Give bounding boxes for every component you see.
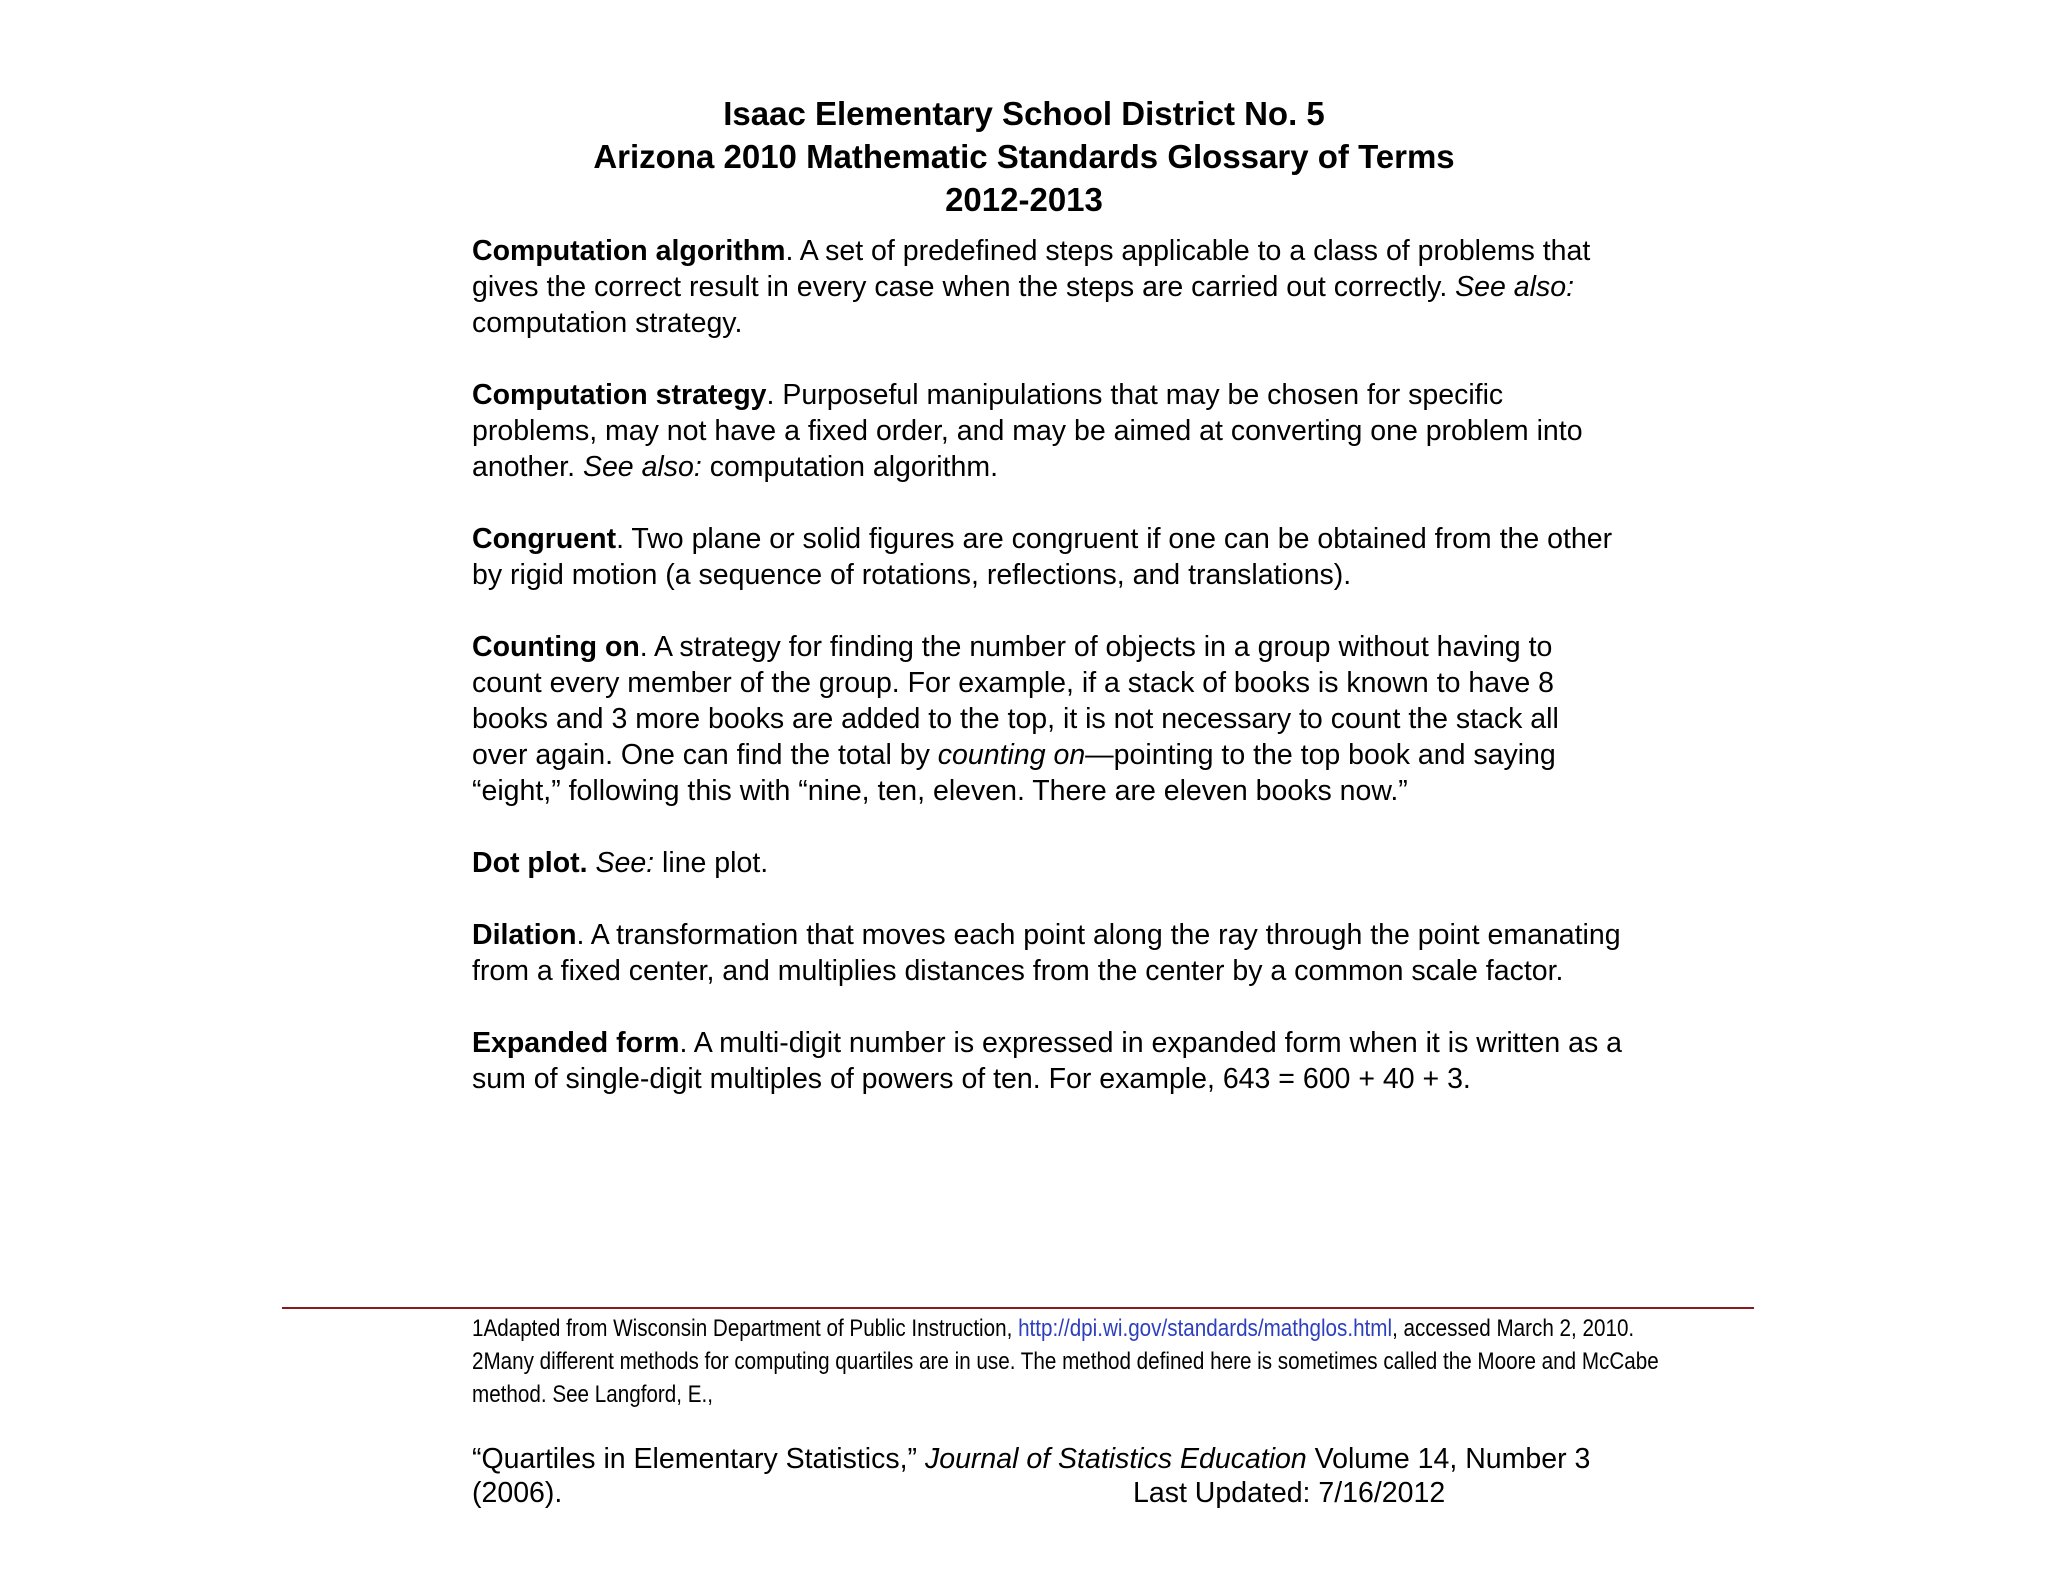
see-also-label: See also: <box>582 451 702 483</box>
glossary-term: Congruent <box>472 523 617 555</box>
citation-volume: Volume 14, Number 3 <box>1306 1443 1591 1475</box>
cross-reference: line plot. <box>654 847 769 879</box>
glossary-list <box>472 233 1622 1133</box>
glossary-definition: . A strategy for finding the number of objects in a group without having to count every member of the group. For example, if a stack of books is known to have 8 books and 3 more books are added to the top, it is not necessary to count the stack all over again. One can find the total by <box>472 631 1559 771</box>
glossary-definition: . A transformation that moves each point along the ray through the point emanating from a fixed center, and multiplies distances from the center by a common scale factor. <box>472 919 1621 987</box>
glossary-entry-dilation <box>472 917 1622 989</box>
glossary-definition-continued: —pointing to the top book and saying “eight,” following this with “nine, ten, eleven. There are eleven books now.” <box>472 739 1556 807</box>
footnote-1-text: 1Adapted from Wisconsin Department of Public Instruction, <box>472 1315 1019 1342</box>
citation-line <box>472 1442 1672 1476</box>
emphasized-term: counting on <box>937 739 1086 771</box>
last-updated: Last Updated: 7/16/2012 <box>1133 1477 1446 1509</box>
see-label: See: <box>595 847 655 879</box>
glossary-term: Dot plot. <box>472 847 588 879</box>
school-year: 2012-2013 <box>945 181 1103 218</box>
footnote-1-suffix: , accessed March 2, 2010. <box>1392 1315 1635 1342</box>
footnote-divider <box>282 1307 1754 1309</box>
footnote-1-link[interactable]: http://dpi.wi.gov/standards/mathglos.html <box>1018 1315 1393 1342</box>
cross-reference: computation algorithm. <box>701 451 999 483</box>
glossary-entry-computation-strategy <box>472 377 1622 485</box>
document-title: Arizona 2010 Mathematic Standards Glossary of Terms <box>593 138 1455 175</box>
glossary-term: Counting on <box>472 631 640 663</box>
glossary-definition: . A set of predefined steps applicable to a class of problems that gives the correct result in every case when the steps are carried out correctly. <box>472 235 1591 303</box>
citation-title: “Quartiles in Elementary Statistics,” <box>472 1443 925 1475</box>
glossary-entry-computation-algorithm <box>472 233 1622 341</box>
glossary-term: Expanded form <box>472 1027 680 1059</box>
glossary-definition: . Two plane or solid figures are congruent if one can be obtained from the other by rigid motion (a sequence of rotations, reflections, and translations). <box>472 523 1613 591</box>
glossary-entry-congruent <box>472 521 1622 593</box>
citation <box>472 1442 1672 1510</box>
glossary-entry-counting-on <box>472 629 1622 809</box>
see-also-label: See also: <box>1455 271 1574 303</box>
glossary-term: Computation strategy <box>472 379 767 411</box>
glossary-definition: . Purposeful manipulations that may be chosen for specific problems, may not have a fixed order, and may be aimed at converting one problem into another. <box>472 379 1583 483</box>
glossary-definition: . A multi-digit number is expressed in expanded form when it is written as a sum of single-digit multiples of powers of ten. For example, 643 = 600 + 40 + 3. <box>472 1027 1622 1095</box>
glossary-entry-expanded-form <box>472 1025 1622 1097</box>
page-header <box>0 92 2048 221</box>
citation-journal: Journal of Statistics Education <box>924 1443 1307 1475</box>
footnotes <box>472 1312 1672 1411</box>
cross-reference: computation strategy. <box>472 307 743 339</box>
glossary-term: Dilation <box>472 919 577 951</box>
footnote-1 <box>472 1312 1672 1345</box>
glossary-entry-dot-plot <box>472 845 1622 881</box>
district-title: Isaac Elementary School District No. 5 <box>723 95 1325 132</box>
citation-year: (2006). <box>472 1477 563 1509</box>
glossary-term: Computation algorithm <box>472 235 786 267</box>
footnote-2: 2Many different methods for computing quartiles are in use. The method defined here is sometimes called the Moore and McCabe method. See Langford, E., <box>472 1348 1659 1408</box>
